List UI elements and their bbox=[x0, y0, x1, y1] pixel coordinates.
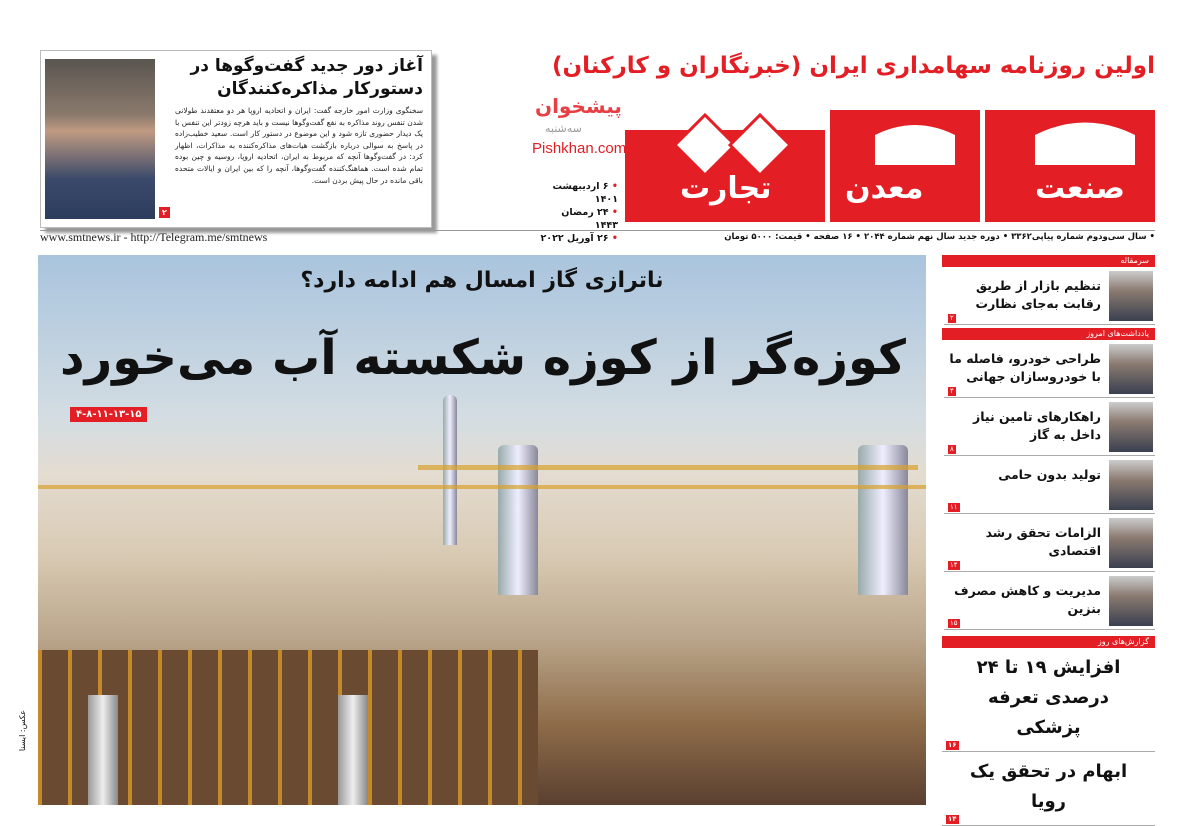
photo-credit: عکس: ایسنا bbox=[18, 710, 27, 752]
slogan: اولین روزنامه سهامداری ایران (خبرنگاران و کارکنان) bbox=[552, 53, 1155, 79]
section-reports: گزارش‌های روز bbox=[942, 636, 1155, 648]
date-lunar: • ۲۴ رمضان ۱۴۴۳ bbox=[540, 206, 618, 232]
date-gregorian: • ۲۶ آوریل ۲۰۲۲ bbox=[540, 232, 618, 245]
item-title: الزامات تحقق رشد اقتصادی bbox=[985, 525, 1101, 558]
spokesman-photo bbox=[45, 59, 155, 219]
logo-word-tejarat: تجارت bbox=[680, 171, 772, 206]
main-headline-container bbox=[58, 327, 908, 393]
editorial-item[interactable] bbox=[944, 267, 1155, 325]
item-title: تنظیم بازار از طریق رقابت به‌جای نظارت bbox=[975, 278, 1101, 311]
report-item[interactable] bbox=[942, 752, 1155, 826]
logo-word-madan: معدن bbox=[845, 171, 924, 206]
website-links: www.smtnews.ir - http://Telegram.me/smtnews bbox=[40, 230, 268, 244]
list-item[interactable] bbox=[944, 398, 1155, 456]
lead-story-title[interactable]: آغاز دور جدید گفت‌وگوها در دستورکار مذاکره‌کنندگان bbox=[190, 56, 423, 99]
page-number-badge: ۲ bbox=[159, 207, 170, 218]
page-number-badge: ۱۴ bbox=[950, 561, 958, 569]
section-notes: یادداشت‌های امروز bbox=[942, 328, 1155, 340]
list-item[interactable] bbox=[944, 514, 1155, 572]
report-item[interactable] bbox=[942, 648, 1155, 752]
list-item[interactable] bbox=[944, 456, 1155, 514]
page-number-badge: ۴ bbox=[950, 387, 954, 395]
issue-dates bbox=[540, 180, 618, 245]
item-title: ابهام در تحقق یک رویا bbox=[969, 761, 1128, 812]
item-title: مدیریت و کاهش مصرف بنزین bbox=[954, 583, 1101, 616]
main-story-photo[interactable] bbox=[38, 255, 926, 805]
date-solar: • ۶ اردیبهشت ۱۴۰۱ bbox=[540, 180, 618, 206]
kicker: ناترازی گاز امسال هم ادامه دارد؟ bbox=[300, 268, 664, 293]
author-photo bbox=[1109, 576, 1153, 626]
divider bbox=[40, 230, 1155, 231]
item-title: طراحی خودرو، فاصله ما با خودروسازان جهانی bbox=[949, 351, 1101, 384]
page-number-badge: ۱۱ bbox=[950, 503, 958, 511]
issue-info: • سال سی‌ودوم شماره پیاپی۳۳۶۲ • دوره جدید سال نهم شماره ۲۰۴۴ • ۱۶ صفحه • قیمت: ۵۰۰۰ تومان bbox=[724, 232, 1155, 242]
author-photo bbox=[1109, 344, 1153, 394]
page-numbers-badge: ۴-۸-۱۱-۱۳-۱۵ bbox=[70, 407, 147, 422]
lead-story-body: سخنگوی وزارت امور خارجه گفت: ایران و اتحادیه اروپا هر دو معتقدند طولانی شدن تنفس روند مذاکره به نفع گفت‌وگوها نیست و باید هرچه زودتر این تنفس با یک دیدار حضوری تازه شود و این موضوع در دستور کار است. سعید خطیب‌زاده در پاسخ به سوالی درباره بازگشت هیات‌های مذاکره‌کننده به مذاکرات، اظهار کرد: در گفت‌وگوها آنچه که مربوط به ایران، اتحادیه اروپا، روسیه و چین بوده تمام شده است. هماهنگ‌کننده گفت‌وگوها، آنچه را که بین ایران و ایالات متحده باقی مانده در حال پیش بردن است. bbox=[175, 106, 423, 185]
item-title: تولید بدون حامی bbox=[998, 467, 1101, 482]
page-number-badge: ۱۴ bbox=[948, 815, 957, 823]
page-number-badge: ۸ bbox=[950, 445, 954, 453]
logo-word-sanat: صنعت bbox=[1035, 171, 1125, 206]
author-photo bbox=[1109, 518, 1153, 568]
author-photo bbox=[1109, 460, 1153, 510]
page-number-badge: ۱۵ bbox=[950, 619, 958, 627]
author-photo bbox=[1109, 271, 1153, 321]
page-number-badge: ۲ bbox=[950, 314, 954, 322]
lead-story-box[interactable] bbox=[40, 50, 432, 228]
author-photo bbox=[1109, 402, 1153, 452]
watermark: پیشخوان bbox=[535, 94, 622, 118]
list-item[interactable] bbox=[944, 340, 1155, 398]
main-headline[interactable]: کوزه‌گر از کوزه شکسته آب می‌خورد bbox=[60, 330, 906, 386]
right-column bbox=[942, 255, 1155, 826]
list-item[interactable] bbox=[944, 572, 1155, 630]
item-title: راهکارهای تامین نیاز داخل به گاز bbox=[973, 409, 1101, 442]
weekday: سه‌شنبه bbox=[545, 122, 582, 135]
page-number-badge: ۱۶ bbox=[948, 741, 957, 749]
item-title: افزایش ۱۹ تا ۲۴ درصدی تعرفه پزشکی bbox=[976, 657, 1121, 738]
watermark-site: Pishkhan.com bbox=[532, 140, 627, 157]
section-editorial: سرمقاله bbox=[942, 255, 1155, 267]
